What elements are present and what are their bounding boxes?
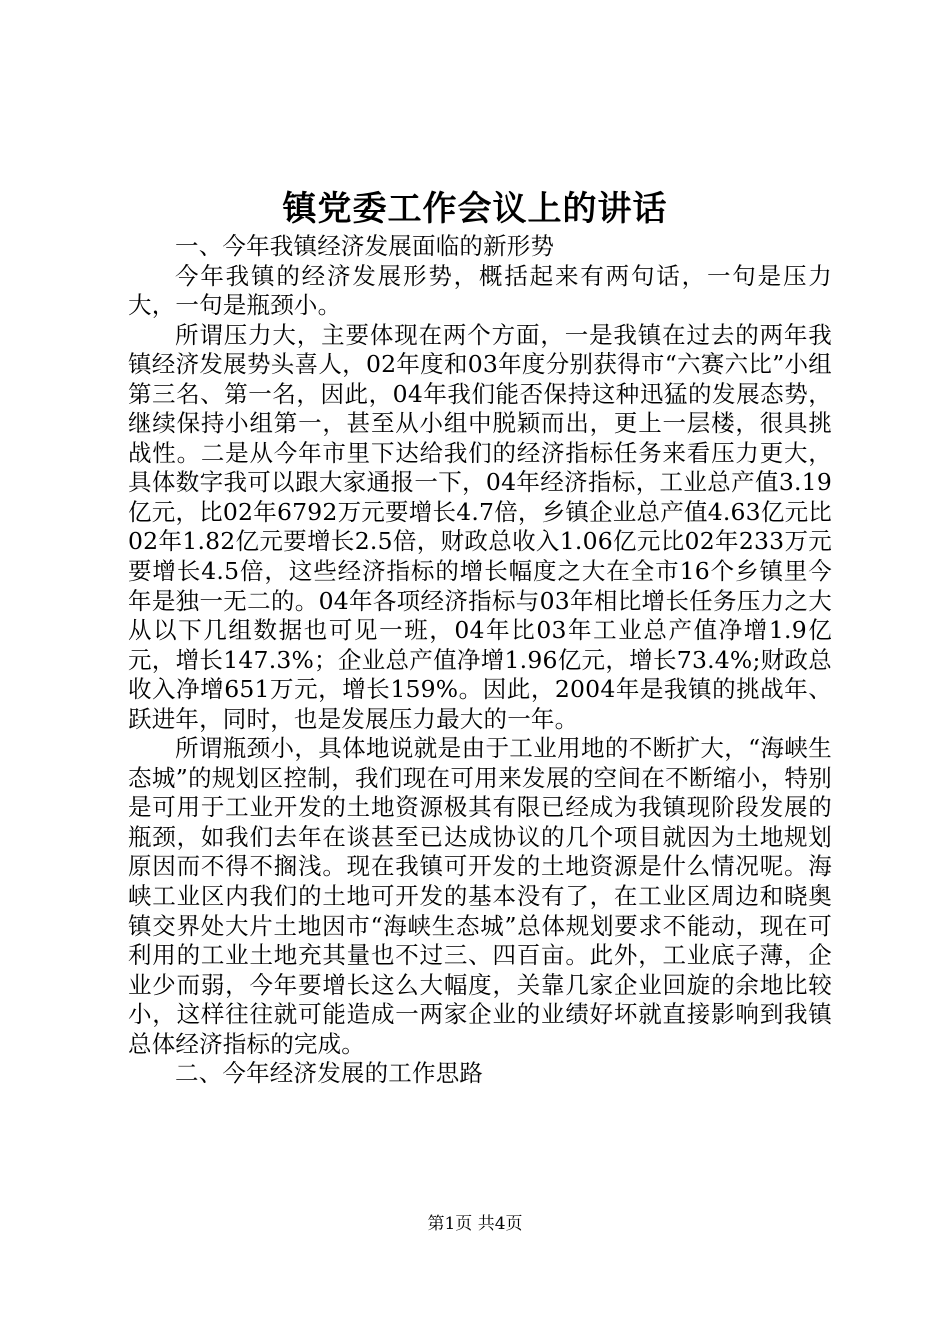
- section-heading-2: 二、今年经济发展的工作思路: [175, 1059, 484, 1088]
- paragraph-2: 所谓压力大，主要体现在两个方面，一是我镇在过去的两年我镇经济发展势头喜人，02年度和03年度分别获得市“六赛六比”小组第三名、第一名，因此，04年我们能否保持这种迅猛的发展态势，继续保持小组第一，甚至从小组中脱颖而出，更上一层楼，很具挑战性。二是从今年市里下达给我们的经济指标任务来看压力更大，具体数字我可以跟大家通报一下，04年经济指标，工业总产值3.19亿元，比02年6792万元要增长4.7倍，乡镇企业总产值4.63亿元比02年1.82亿元要增长2.5倍，财政总收入1.06亿元比02年233万元要增长4.5倍，这些经济指标的增长幅度之大在全市16个乡镇里今年是独一无二的。04年各项经济指标与03年相比增长任务压力之大从以下几组数据也可见一班，04年比03年工业总产值净增1.9亿元，增长147.3%；企业总产值净增1.96亿元，增长73.4%;财政总收入净增651万元，增长159%。因此，2004年是我镇的挑战年、跃进年，同时，也是发展压力最大的一年。: [128, 320, 832, 733]
- paragraph-3: 所谓瓶颈小，具体地说就是由于工业用地的不断扩大，“海峡生态城”的规划区控制，我们现在可用来发展的空间在不断缩小，特别是可用于工业开发的土地资源极其有限已经成为我镇现阶段发展的瓶颈，如我们去年在谈甚至已达成协议的几个项目就因为土地规划原因而不得不搁浅。现在我镇可开发的土地资源是什么情况呢。海峡工业区内我们的土地可开发的基本没有了，在工业区周边和晓奥镇交界处大片土地因市“海峡生态城”总体规划要求不能动，现在可利用的工业土地充其量也不过三、四百亩。此外，工业底子薄，企业少而弱，今年要增长这么大幅度，关靠几家企业回旋的余地比较小，这样往往就可能造成一两家企业的业绩好坏就直接影响到我镇总体经济指标的完成。: [128, 734, 832, 1058]
- paragraph-1: 今年我镇的经济发展形势，概括起来有两句话，一句是压力大，一句是瓶颈小。: [128, 261, 832, 320]
- page-number-footer: 第1页 共4页: [427, 1214, 523, 1234]
- document-title: 镇党委工作会议上的讲话: [282, 189, 668, 229]
- section-heading-1: 一、今年我镇经济发展面临的新形势: [175, 232, 555, 260]
- document-body: [128, 232, 832, 1089]
